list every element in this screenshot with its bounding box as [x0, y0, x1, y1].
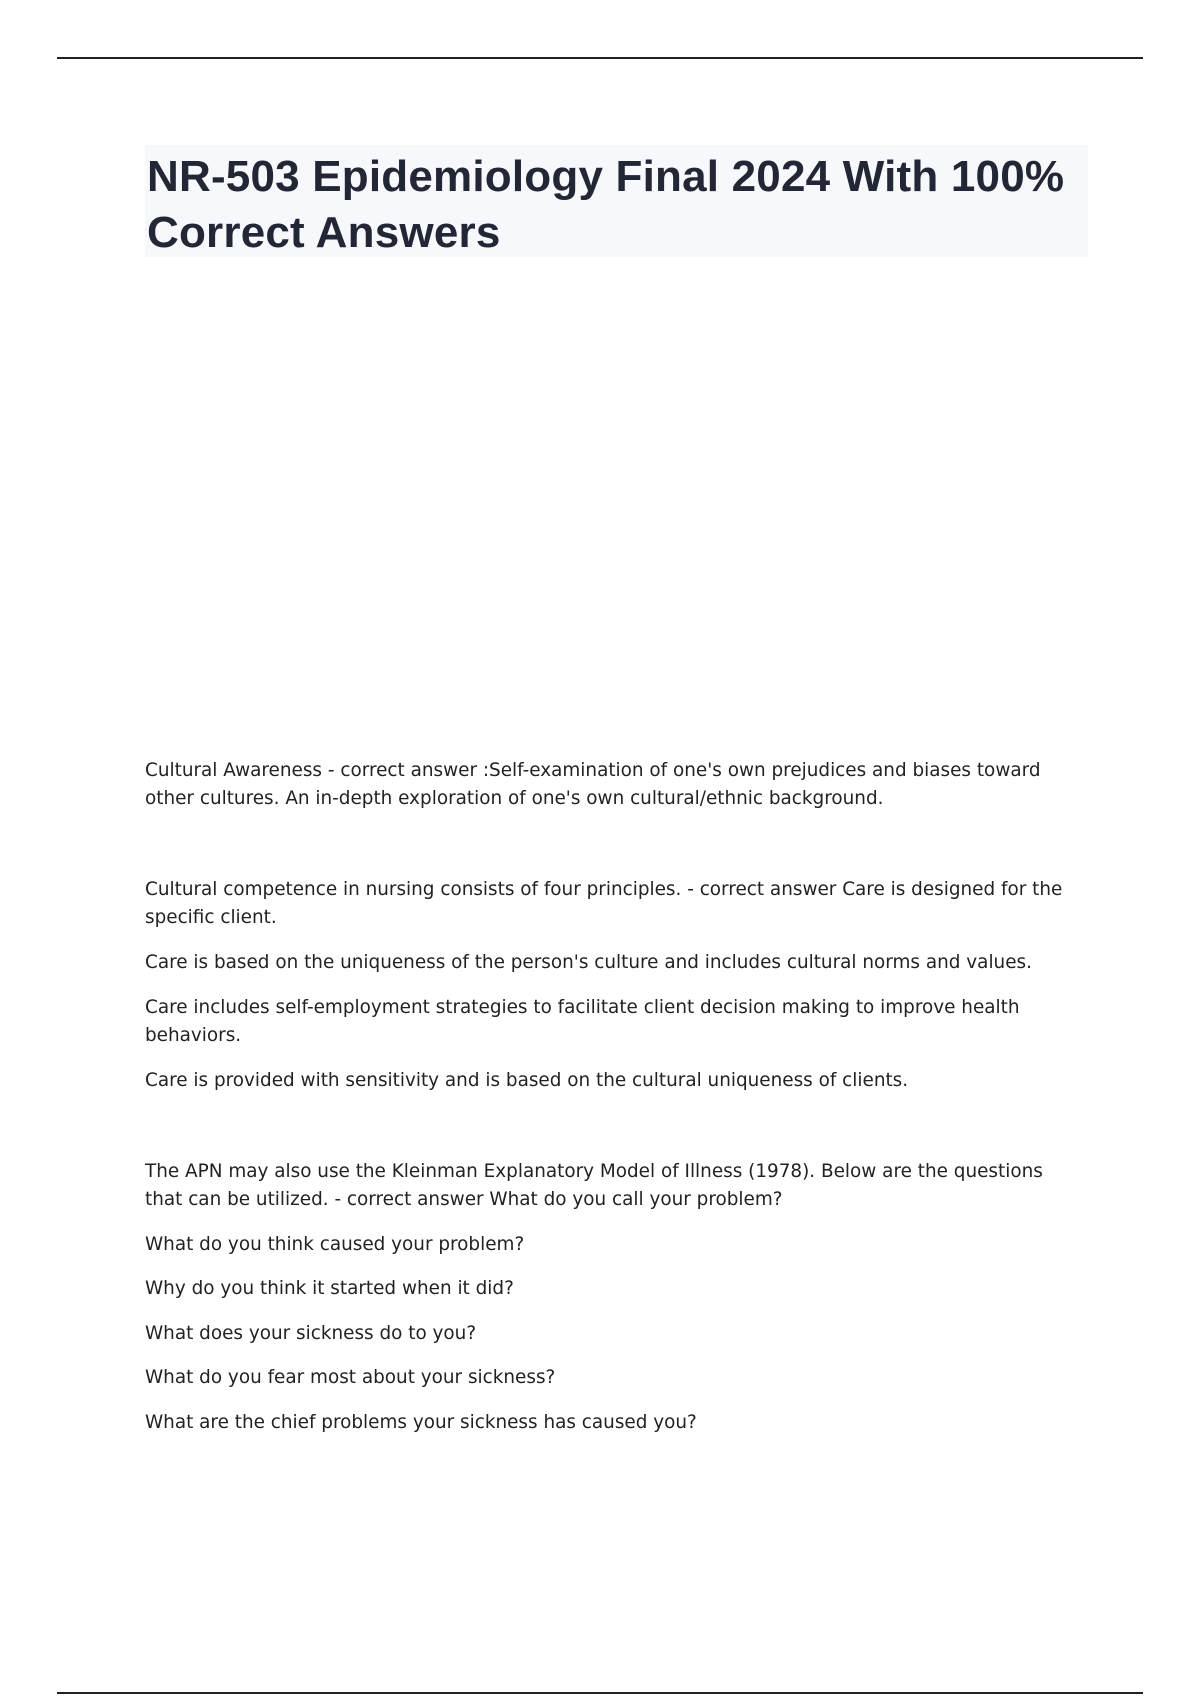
answer-paragraph: What do you think caused your problem?: [145, 1234, 525, 1255]
header-rule: [57, 57, 1143, 59]
answer-paragraph: What does your sickness do to you?: [145, 1323, 477, 1344]
answer-paragraph: What are the chief problems your sickness has caused you?: [145, 1412, 697, 1433]
document-body: [145, 757, 1085, 1437]
answer-paragraph: What do you fear most about your sickness?: [145, 1367, 556, 1388]
answer-paragraph: Cultural competence in nursing consists of four principles. - correct answer Care is designed for the specific client.: [145, 879, 1063, 928]
answer-paragraph: The APN may also use the Kleinman Explanatory Model of Illness (1978). Below are the questions that can be utilized. - correct answer What do you call your problem?: [145, 1161, 1043, 1210]
answer-paragraph: Why do you think it started when it did?: [145, 1278, 514, 1299]
document-title: NR-503 Epidemiology Final 2024 With 100% Correct Answers: [147, 152, 1065, 257]
answer-paragraph: Care is provided with sensitivity and is based on the cultural uniqueness of clients.: [145, 1070, 909, 1091]
qa-item-kleinman-model: [145, 1158, 1085, 1437]
answer-paragraph: Cultural Awareness - correct answer :Self-examination of one's own prejudices and biases toward other cultures. An in-depth exploration of one's own cultural/ethnic background.: [145, 760, 1041, 809]
qa-item-cultural-awareness: [145, 757, 1085, 813]
answer-paragraph: Care includes self-employment strategies to facilitate client decision making to improve health behaviors.: [145, 997, 1020, 1046]
footer-rule: [57, 1692, 1143, 1694]
title-banner: [145, 145, 1088, 257]
qa-item-cultural-competence: [145, 876, 1085, 1095]
answer-paragraph: Care is based on the uniqueness of the person's culture and includes cultural norms and values.: [145, 952, 1032, 973]
